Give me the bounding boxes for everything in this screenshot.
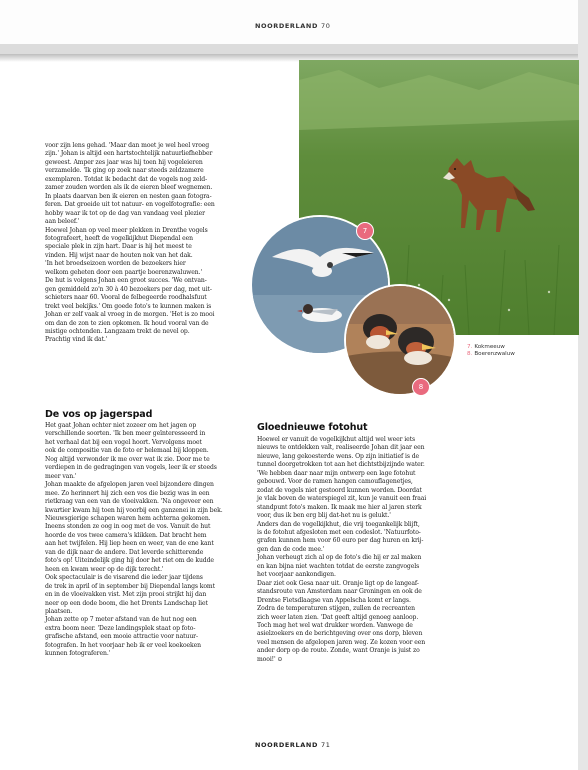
- heading-vos-op-jagerspad: De vos op jagerspad: [45, 409, 153, 420]
- gull-badge: 7: [356, 222, 374, 240]
- article-body-left: [45, 422, 253, 659]
- footer-page-number: 71: [320, 741, 331, 749]
- caption-7-number: 7.: [467, 344, 473, 350]
- caption-7-text: Kokmeeuw: [474, 344, 505, 350]
- previous-page-footer: [255, 22, 330, 30]
- caption-8: [467, 351, 515, 358]
- page-footer: [255, 741, 330, 749]
- article-intro-text: voor zijn lens gehad. 'Maar dan moet je wel heel vroeg zijn.' Johan is altijd een hartstochtelijk natuurliefhebber geweest. Amper zes jaar was hij toen hij vogeleieren verzamelde. 'Ik ging op zoek naar steeds zeldzamere exemplaren. Totdat ik bedacht dat de vogels nog zeld- zamer zouden worden als ik de eieren bleef wegnemen. In plaats daarvan ben ik eieren en nesten gaan fotogra- feren. Dat groeide uit tot natuur- en vogelfotografie: een hobby waar ik tot op de dag van vandaag veel plezier aan beleef.' Hoewel Johan op veel meer plekken in Drenthe vogels fotografeert, heeft de vogelkijkhut Diependal een speciale plek in zijn hart. Daar is hij het meest te vinden. Hij wijst naar de houten nok van het dak. 'In het broedseizoen worden de bezoekers hier welkom geheten door een paartje boerenzwaluwen.' De hut is volgens Johan een groot succes. 'We ontvan- gen gemiddeld zo'n 30 à 40 bezoekers per dag, met uit- schieters naar 60. Vooral de felbegeerde roodhalsfuut trekt veel bekijks.' Om goede foto's te kunnen maken is Johan er zelf vaak al vroeg in de morgen. 'Het is zo mooi om dan de zon te zien opkomen. Ik houd vooral van de mistige ochtenden. Langzaam trekt de nevel op. Prachtig vind ik dat.': [45, 142, 215, 344]
- article-intro-column: [45, 142, 245, 345]
- caption-7: [467, 344, 515, 351]
- previous-footer-page-number: 70: [320, 22, 331, 30]
- heading-gloednieuwe-fotohut: Gloednieuwe fotohut: [257, 422, 368, 433]
- swallow-badge: 8: [412, 378, 430, 396]
- article-body-left-text: Het gaat Johan echter niet zozeer om het jagen op verschillende soorten. 'Ik ben meer geïnteresseerd in het verhaal dat bij een vogel hoort. Vervolgens moet ook de compositie van de foto er helemaal bij kloppen. Nog altijd verwonder ik me over wat ik zie. Door me te verdiepen in de gedragingen van vogels, leer ik er steeds meer van.' Johan maakte de afgelopen jaren veel bijzondere dingen mee. Zo herinnert hij zich een vos die bezig was in een rietkraag van een van de vloeivakken. 'Na ongeveer een kwartier kwam hij toen hij voorbij een ganzenei in zijn bek. Nieuwsgierige schapen waren hem achterna gekomen. Ineens stonden ze oog in oog met de vos. Vanuit de hut hoorde de vos twee camera's klikken. Dat bracht hem aan het twijfelen. Hij liep heen en weer, van de ene kant van de dijk naar de andere. Dat leverde schitterende foto's op! Uiteindelijk ging hij door het riet om de kudde heen en kwam weer op de dijk terecht.' Ook spectaculair is de visarend die ieder jaar tijdens de trek in april of in september bij Diependal langs komt en in de vloeivakken vist. Met zijn prooi strijkt hij dan neer op een dode boom, die het Drents Landschap liet plaatsen. Johan zette op 7 meter afstand van de hut nog een extra boom neer. 'Deze landingsplek staat op foto- grafische afstand, een mooie attractie voor natuur- fotografen. In het voorjaar heb ik er veel koekoeken kunnen fotograferen.': [45, 422, 223, 658]
- caption-8-number: 8.: [467, 351, 473, 357]
- swallow-photo: [344, 284, 456, 396]
- article-body-right: [257, 436, 472, 664]
- previous-page: [0, 0, 588, 44]
- caption-8-text: Boerenzwaluw: [474, 351, 515, 357]
- viewer-edge: [578, 0, 588, 770]
- previous-footer-section: NOORDERLAND: [255, 22, 318, 30]
- footer-section: NOORDERLAND: [255, 741, 318, 749]
- photo-captions: [467, 344, 515, 358]
- article-body-right-text: Hoewel er vanuit de vogelkijkhut altijd wel weer iets nieuws te ontdekken valt, realiseerde Johan dit jaar een nieuwe, lang gekoesterde wens. Op zijn initiatief is de tunnel doorgetrokken tot aan het dichtstbijzijnde water. 'We hebben daar naar mijn ontwerp een lage fotohut gebouwd. Voor de ramen hangen camouflagenetjes, zodat de vogels niet gestoord kunnen worden. Doordat je vlak boven de waterspiegel zit, kun je vanuit een fraai standpunt foto's maken. Ik maak me hier al jaren sterk voor, dus ik ben erg blij dat-het nu is gelukt.' Anders dan de vogelkijkhut, die vrij toegankelijk blijft, is de fotohut afgesloten met een codeslot. 'Natuurfoto- grafen kunnen hem voor 60 euro per dag huren en krij- gen dan de code mee.' Johan verheugt zich al op de foto's die hij er zal maken en kan bijna niet wachten totdat de eerste zangvogels het voorjaar aankondigen. Daar ziet ook Gesa naar uit. Oranje ligt op de langeaf- standsroute van Amsterdam naar Groningen en ook de Drentse Fietsdlaagse van Appelscha komt er langs. Zodra de temperaturen stijgen, zullen de recreanten zich weer laten zien. 'Dat geeft altijd genoeg aanloop. Toch mag het wel wat drukker worden. Vanwege de asielzoekers en de berichtgeving over ons dorp, bleven veel mensen de afgelopen jaren weg. Ze kozen voor een ander dorp op de route. Zonde, want Oranje is juist zo mooi!' ⊙: [257, 436, 427, 663]
